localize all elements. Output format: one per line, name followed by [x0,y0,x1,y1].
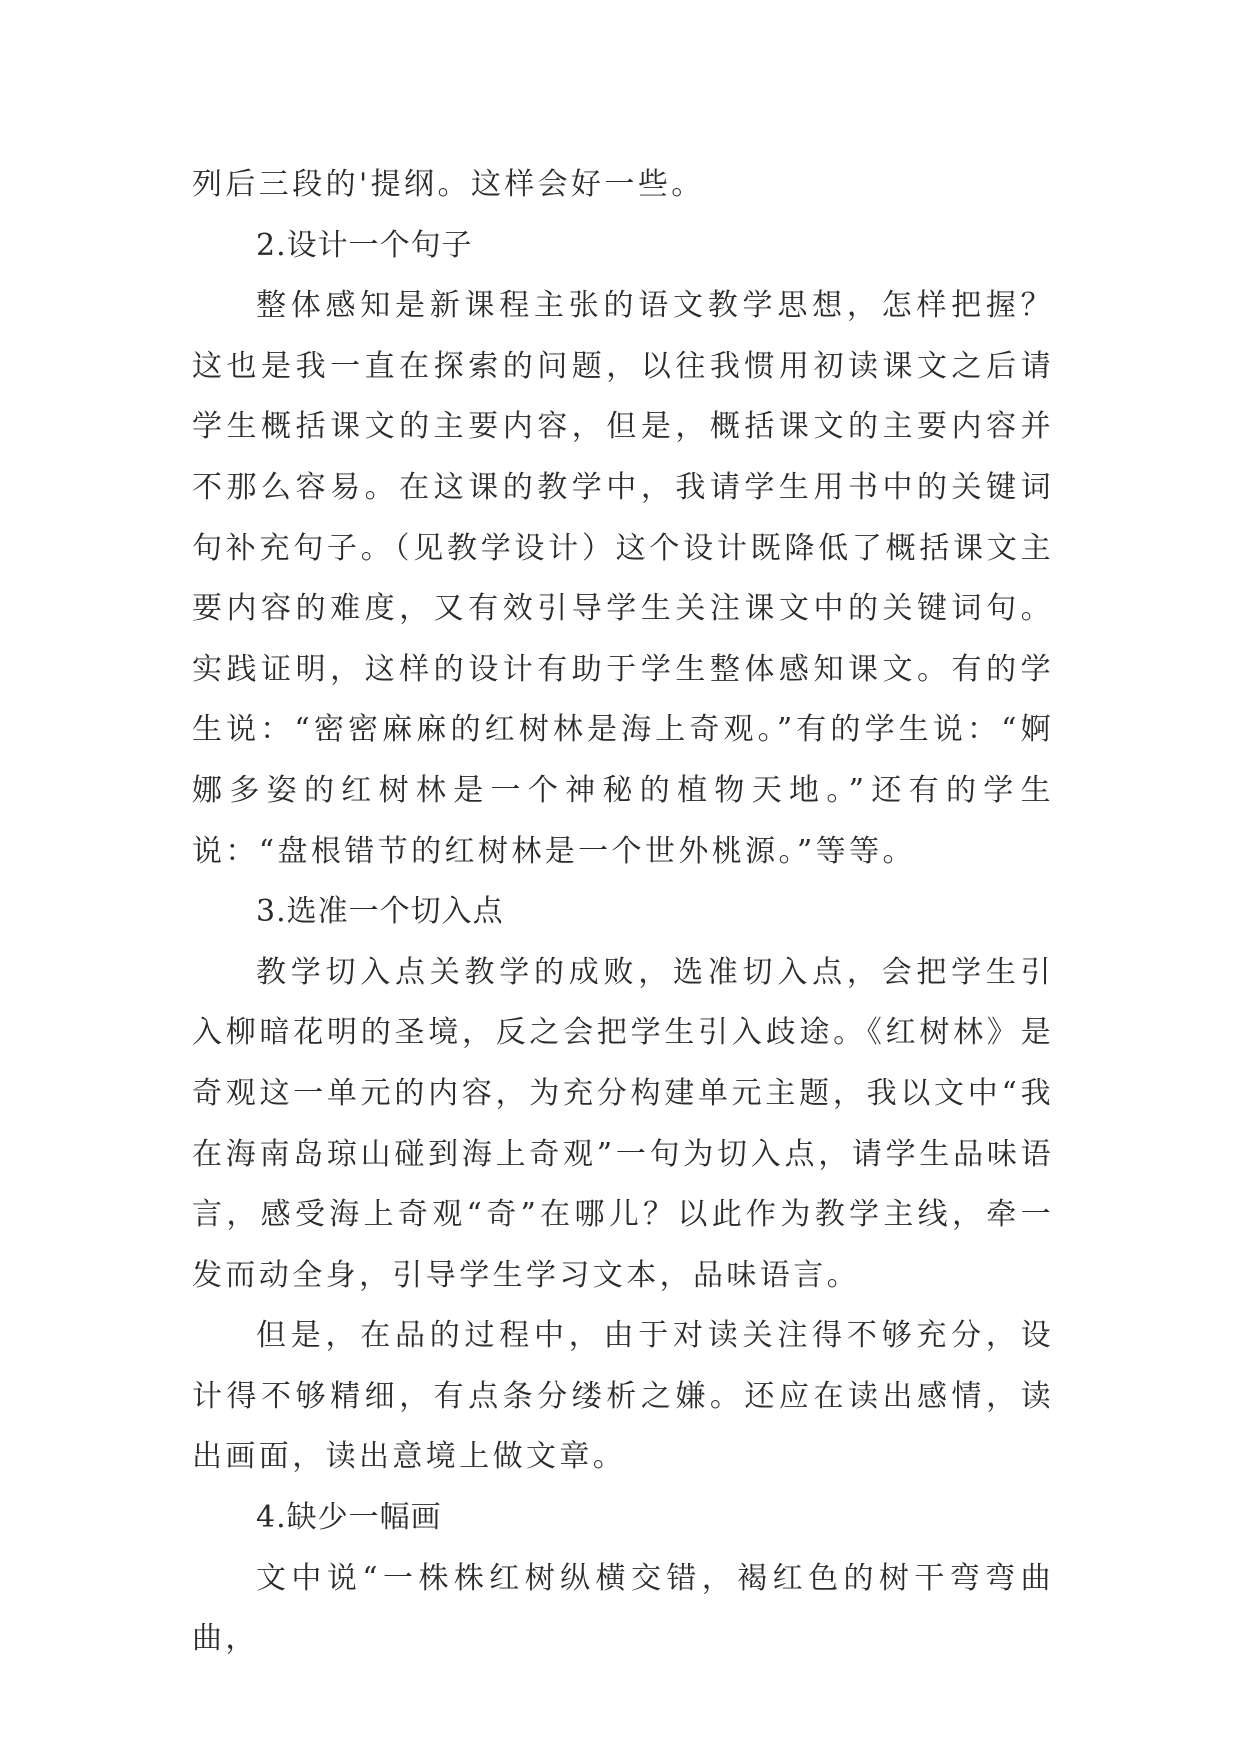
paragraph-missing-picture: 文中说“一株株红树纵横交错，褐红色的树干弯弯曲曲， [192,1560,1054,1657]
section-heading-missing-picture: 4.缺少一幅画 [256,1500,442,1536]
section-heading-entry-point: 3.选准一个切入点 [256,894,504,930]
document-body [192,155,1054,1670]
paragraph-entry-point: 教学切入点关教学的成败，选准切入点，会把学生引入柳暗花明的圣境，反之会把学生引入歧途。《红树林》是奇观这一单元的内容，为充分构建单元主题，我以文中“我在海南岛琼山碰到海上奇观”一句为切入点，请学生品味语言，感受海上奇观“奇”在哪儿？以此作为教学主线，牵一发而动全身，引导学生学习文本，品味语言。 [192,954,1054,1293]
section-heading-design-sentence: 2.设计一个句子 [256,227,473,263]
paragraph-reflection: 但是，在品的过程中，由于对读关注得不够充分，设计得不够精细，有点条分缕析之嫌。还应在读出感情，读出画面，读出意境上做文章。 [192,1318,1054,1475]
paragraph-continuation: 列后三段的'提纲。这样会好一些。 [192,167,705,202]
paragraph-overall-perception: 整体感知是新课程主张的语文教学思想，怎样把握？这也是我一直在探索的问题，以往我惯用初读课文之后请学生概括课文的主要内容，但是，概括课文的主要内容并不那么容易。在这课的教学中，我请学生用书中的关键词句补充句子。（见教学设计）这个设计既降低了概括课文主要内容的难度，又有效引导学生关注课文中的关键词句。实践证明，这样的设计有助于学生整体感知课文。有的学生说：“密密麻麻的红树林是海上奇观。”有的学生说：“婀娜多姿的红树林是一个神秘的植物天地。”还有的学生说：“盘根错节的红树林是一个世外桃源。”等等。 [192,288,1054,869]
